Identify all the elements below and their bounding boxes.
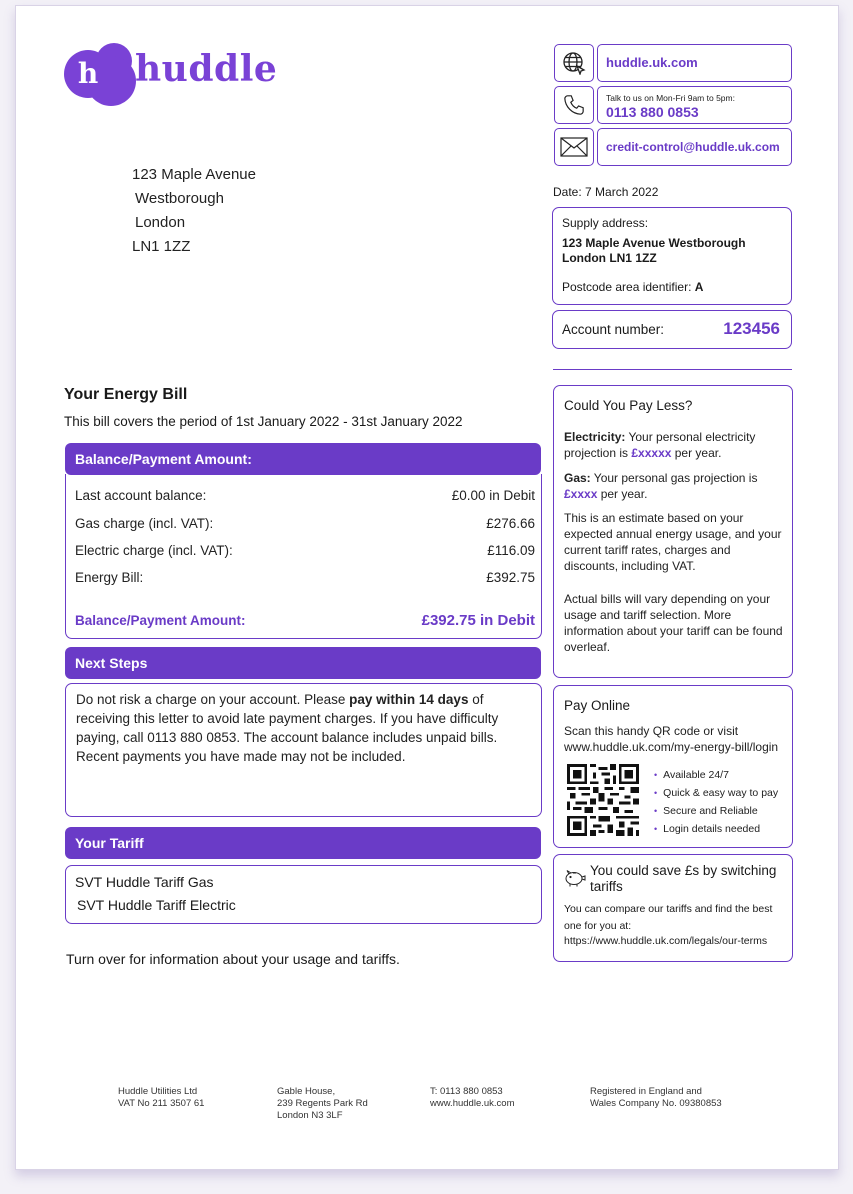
supply-address-card — [552, 207, 792, 305]
account-label: Account number: — [562, 322, 665, 337]
pay-online-title: Pay Online — [564, 698, 631, 713]
list-item: • Available 24/7 — [654, 769, 729, 781]
pay-online-benefits — [654, 766, 778, 838]
recipient-line-3: London — [135, 214, 186, 231]
tariff-electric: SVT Huddle Tariff Electric — [77, 897, 236, 913]
supply-address-line-1: 123 Maple Avenue Westborough — [562, 236, 746, 250]
account-number: 123456 — [723, 319, 780, 338]
balance-header — [65, 443, 541, 475]
supply-label: Supply address: — [562, 216, 649, 230]
list-item: • Quick & easy way to pay — [654, 787, 779, 799]
supply-address-line-2: London LN1 1ZZ — [562, 251, 657, 265]
balance-row-label: Gas charge (incl. VAT): — [75, 516, 214, 531]
logo-letter: h — [77, 56, 99, 90]
balance-row-value: £276.66 — [486, 516, 535, 531]
bill-date: Date: 7 March 2022 — [553, 185, 659, 199]
recipient-line-1: 123 Maple Avenue — [132, 166, 256, 183]
bill-title: Your Energy Bill — [64, 386, 188, 403]
footer-contact: T: 0113 880 0853 www.huddle.uk.com — [430, 1086, 515, 1109]
tariff-header-label: Your Tariff — [75, 835, 144, 851]
balance-row-value: £392.75 — [486, 570, 535, 585]
pay-less-title: Could You Pay Less? — [564, 398, 693, 413]
phone-box[interactable] — [597, 86, 792, 124]
postcode-label: Postcode area identifier: — [562, 280, 692, 294]
phone-icon — [554, 86, 594, 124]
gas-projection: Gas: Your personal gas projection is £xxxx per year. — [564, 471, 758, 501]
footer-registration: Registered in England and Wales Company No. 09380853 — [590, 1086, 722, 1109]
pay-deadline: pay within 14 days — [349, 692, 469, 707]
balance-total-row — [75, 613, 535, 628]
balance-row-value: £116.09 — [487, 543, 535, 558]
turn-over-note: Turn over for information about your usage and tariffs. — [66, 951, 400, 967]
recipient-line-2: Westborough — [135, 190, 224, 207]
balance-row — [75, 488, 535, 503]
next-steps-header — [65, 647, 541, 679]
balance-header-label: Balance/Payment Amount: — [75, 451, 252, 467]
balance-total-value: £392.75 in Debit — [421, 612, 535, 629]
account-number-card — [552, 310, 792, 349]
balance-row-value: £0.00 in Debit — [451, 488, 535, 503]
email-box[interactable] — [597, 128, 792, 166]
balance-row-label: Last account balance: — [75, 488, 207, 503]
website-box[interactable] — [597, 44, 792, 82]
email-link[interactable]: credit-control@huddle.uk.com — [606, 140, 780, 154]
balance-row-label: Electric charge (incl. VAT): — [75, 543, 233, 558]
pay-online-card — [553, 685, 793, 848]
switch-tariffs-title: You could save £s by switching tariffs — [590, 863, 777, 894]
balance-row — [75, 570, 535, 585]
actual-bills-note: Actual bills will vary depending on your usage and tariff selection. More information about your tariff can be found overleaf. — [564, 592, 783, 654]
qr-code-icon[interactable] — [567, 764, 639, 841]
website-link[interactable]: huddle.uk.com — [606, 55, 698, 70]
balance-total-label: Balance/Payment Amount: — [75, 613, 246, 628]
divider — [553, 369, 792, 370]
postcode-identifier — [562, 280, 703, 294]
balance-row-label: Energy Bill: — [75, 570, 144, 585]
recipient-line-4: LN1 1ZZ — [132, 238, 191, 255]
phone-hours-note: Talk to us on Mon-Fri 9am to 5pm: — [606, 93, 735, 103]
phone-number[interactable]: 0113 880 0853 — [606, 104, 699, 120]
next-steps-text: Do not risk a charge on your account. Please pay within 14 days of receiving this letter to avoid late payment charges. If you have difficulty paying, call 0113 880 0853. The account balance includes unpaid bills. Recent payments you have made may not be included. — [76, 692, 499, 764]
footer-address: Gable House, 239 Regents Park Rd London N3 3LF — [277, 1086, 368, 1121]
terms-link[interactable]: https://www.huddle.uk.com/legals/our-terms — [564, 935, 768, 947]
tariff-header — [65, 827, 541, 859]
balance-row — [75, 516, 535, 531]
footer-company: Huddle Utilities Ltd VAT No 211 3507 61 — [118, 1086, 205, 1109]
globe-icon — [554, 44, 594, 82]
envelope-icon — [554, 128, 594, 166]
bill-period: This bill covers the period of 1st January 2022 - 31st January 2022 — [64, 414, 463, 429]
piggy-bank-icon — [562, 869, 586, 892]
tariff-card — [65, 865, 542, 924]
next-steps-card — [65, 683, 542, 817]
switch-tariffs-card — [553, 854, 793, 962]
pay-less-card — [553, 385, 793, 678]
balance-row — [75, 543, 535, 558]
postcode-value: A — [694, 280, 704, 294]
estimate-note: This is an estimate based on your expected annual energy usage, and your current tariff rates, charges and discounts, including VAT. — [564, 511, 782, 573]
list-item: • Secure and Reliable — [654, 805, 758, 817]
switch-tariffs-text: You can compare our tariffs and find the best one for you at: — [564, 903, 773, 932]
pay-online-intro: Scan this handy QR code or visit www.huddle.uk.com/my-energy-bill/login — [564, 724, 779, 754]
next-steps-header-label: Next Steps — [75, 655, 148, 671]
tariff-gas: SVT Huddle Tariff Gas — [75, 874, 214, 890]
electricity-projection: Electricity: Your personal electricity projection is £xxxxx per year. — [564, 430, 756, 460]
logo-wordmark: huddle — [135, 48, 278, 90]
list-item: • Login details needed — [654, 823, 761, 835]
